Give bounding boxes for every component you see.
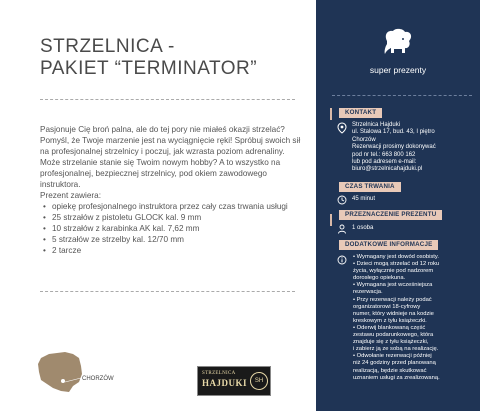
accent-line [330,108,332,120]
notes-label: DODATKOWE INFORMACJE [339,240,438,250]
dotted-divider [40,99,295,100]
note-line: uznaniem usługi za zrealizowaną. [353,374,440,381]
partner-logo-badge: SH [250,372,268,390]
poland-map-icon [35,350,85,394]
note-line: • Wymagana jest wcześniejsza [353,282,433,289]
note-line: organizatorowi 18-cyfrowy [353,303,421,310]
contact-details [352,122,436,174]
accent-line [330,214,332,226]
page-title [40,36,257,80]
contact-line: Rezerwacji prosimy dokonywać [352,144,436,151]
note-line: realizacją, będzie skutkować [353,367,427,374]
note-line: i zabierz ją ze sobą na realizację. [353,346,439,353]
note-line: • Odwołanie rezerwacji później [353,353,432,360]
notes-list [353,254,471,382]
note-line: znajduje się z tyłu książeczki, [353,339,429,346]
includes-list [40,201,302,256]
contact-line: lub pod adresem e-mail: [352,159,417,166]
contact-line: Chorzów [352,136,376,143]
title-line: PAKIET “TERMINATOR” [40,58,258,79]
partner-logo-line1: STRZELNICA [202,371,236,376]
note-line: • Wymagany jest dowód osobisty. [353,254,439,260]
contact-line: Strzelnica Hajduki [352,122,401,128]
contact-line: ul. Stalowa 17, bud. 43, I piętro [352,129,435,136]
list-item: • opiekę profesjonalnego instruktora przez cały czas trwania usługi [50,201,302,212]
info-icon [337,255,347,265]
note-line: rezerwacja. [353,289,383,296]
location-pin-icon [336,122,348,134]
list-item: • 10 strzałów z karabinka AK kal. 7,62 mm [50,223,302,234]
list-item: • 2 tarcze [50,245,302,256]
note-line: numer, który widnieje na kodzie [353,310,434,317]
note-line: dorosłego opiekuna. [353,275,406,282]
description-paragraph: Pasjonuje Cię broń palna, ale do tej pory nie miałeś okazji strzelać? Pomyśl, że Twoje marzenie jest na wyciągnięcie ręki! Spróbuj swoich sił na profesjonalnej strzelnicy i poczuj, jak wzrasta poziom adrenaliny. Może strzelanie stanie się Twoim nowym hobby? A to wszystko na profesjonalnej, bezpiecznej strzelnicy, pod okiem zawodowego instruktora. [40,125,301,189]
recipients-label: PRZEZNACZENIE PREZENTU [339,210,442,220]
partner-logo-line2: HAJDUKI [202,378,248,388]
note-line: • Dzieci mogą strzelać od 12 roku [353,261,440,268]
contact-email[interactable]: biuro@strzelnicahajduki.pl [352,166,423,173]
recipients-value: 1 osoba [352,225,374,231]
includes-label: Prezent zawiera: [40,191,101,200]
description [40,124,302,256]
partner-logo [197,366,271,396]
note-line: kreskowym z tyłu książeczki. [353,317,427,324]
elephant-icon [381,27,415,59]
list-item: • 5 strzałów ze strzelby kal. 12/70 mm [50,234,302,245]
dotted-divider [332,95,472,96]
contact-line: pod nr tel.: 663 800 162 [352,151,416,158]
person-icon [337,224,347,234]
note-line: • Przy rezerwacji należy podać [353,296,432,303]
note-line: niż 24 godziny przed planowaną [353,360,436,367]
note-line: zestawu podarunkowego, która [353,332,434,339]
contact-label: KONTAKT [339,108,382,118]
duration-value: 45 minut [352,196,376,202]
note-line: • Oderwij blankowaną część [353,324,426,331]
list-item: • 25 strzałów z pistoletu GLOCK kal. 9 mm [50,212,302,223]
clock-icon [337,195,347,205]
map-location-label: CHORZÓW [82,376,114,382]
duration-label: CZAS TRWANIA [339,182,401,192]
title-line: STRZELNICA - [40,36,175,57]
dotted-divider [40,291,295,292]
note-line: życia, wyłącznie pod nadzorem [353,268,434,275]
brand-name: super prezenty [369,65,427,75]
